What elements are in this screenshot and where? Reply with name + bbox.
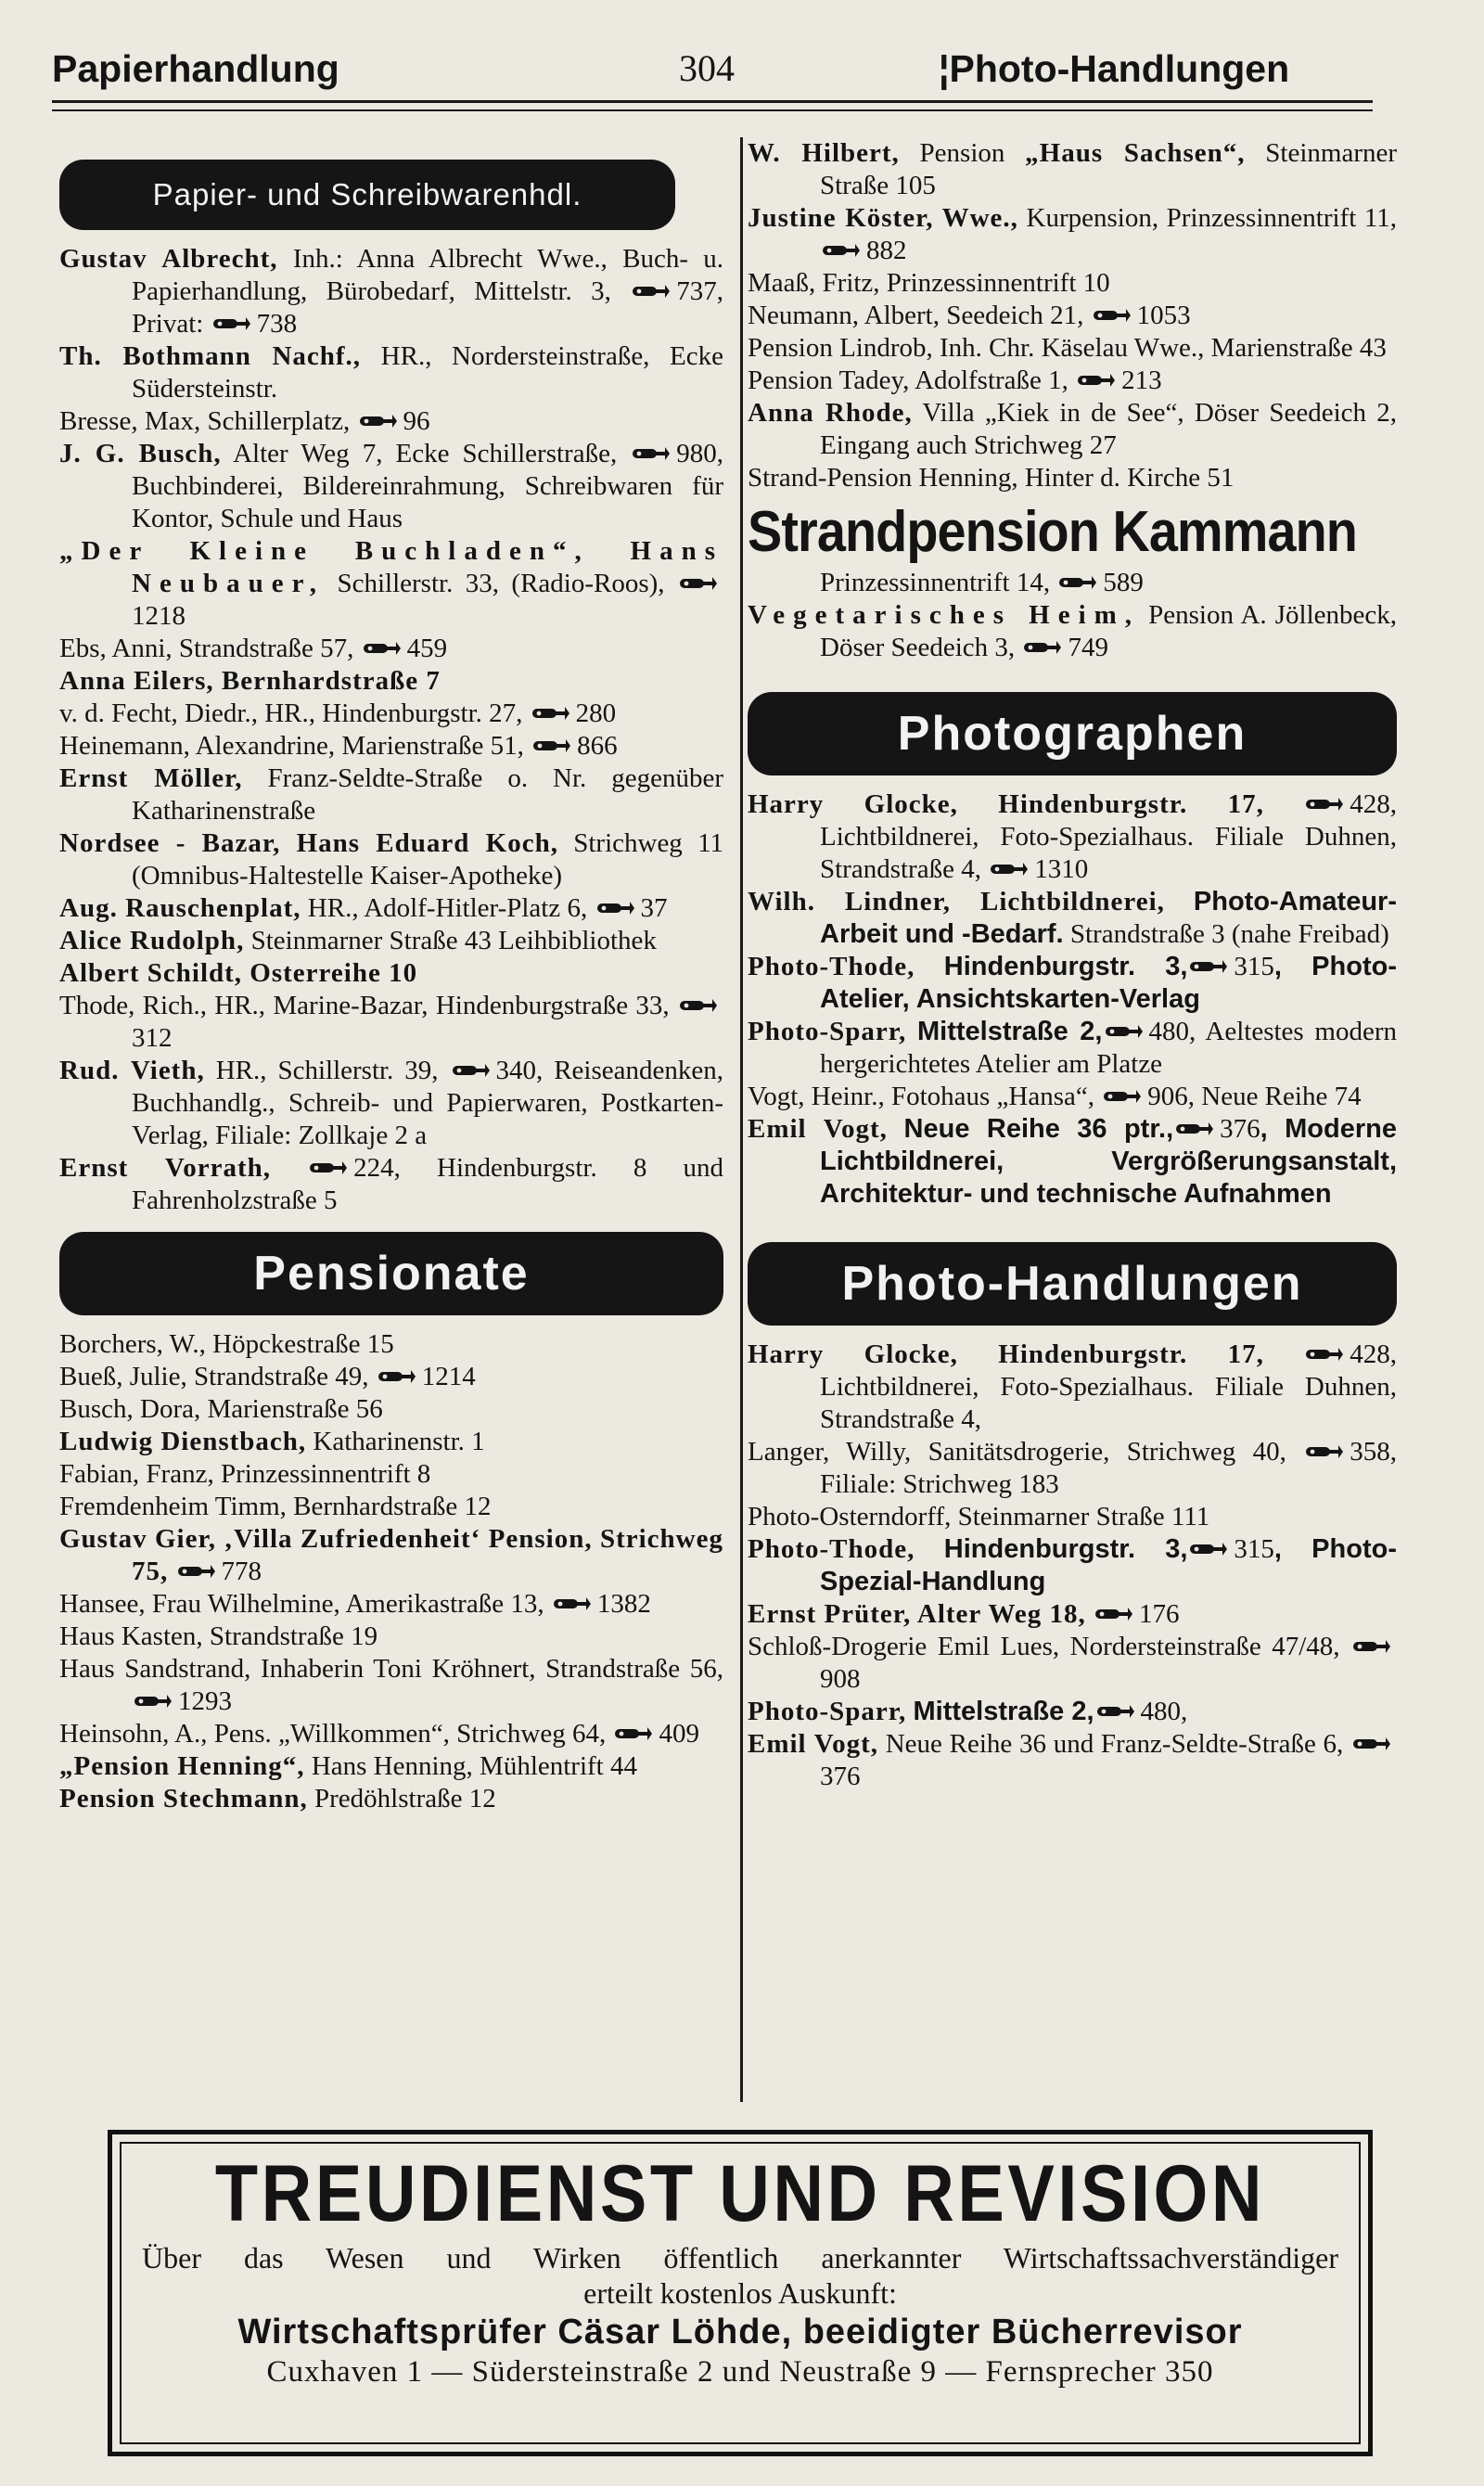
- entry-phone: 866: [577, 731, 618, 761]
- header-left-title: Papierhandlung: [52, 47, 339, 90]
- entry-text: Photo-Osterndorff, Steinmarner Straße 111: [748, 1502, 1210, 1531]
- entry-bold-text: Mittelstraße 2,: [917, 1017, 1103, 1046]
- entry-text: Hans Henning, Mühlentrift 44: [304, 1751, 637, 1781]
- entry-bold-text-2: , Photo-Spezial-Handlung: [820, 1534, 1397, 1596]
- entry-bold-text: Mittelstraße 2,: [913, 1697, 1094, 1726]
- list-item: [748, 1113, 1397, 1211]
- photo-handlungen-entries: [748, 1339, 1397, 1793]
- entry-phone: 409: [659, 1719, 699, 1749]
- telephone-symbol-icon: [1303, 1339, 1350, 1369]
- entry-text: [271, 1153, 307, 1183]
- telephone-symbol-icon: [1187, 952, 1234, 981]
- list-item: [59, 1152, 723, 1217]
- list-item: [748, 462, 1397, 494]
- entry-phone: 459: [406, 634, 448, 663]
- ad-title: TREUDIENST UND REVISION: [214, 2149, 1266, 2238]
- ad-line-2: erteilt kostenlos Auskunft:: [583, 2276, 897, 2310]
- papier-entries: [59, 243, 723, 1217]
- entry-name: W. Hilbert,: [748, 138, 900, 168]
- entry-phone: 213: [1121, 365, 1162, 395]
- list-item: [59, 762, 723, 827]
- ad-contact: Cuxhaven 1 — Südersteinstraße 2 und Neustraße 9 — Fernsprecher 350: [266, 2355, 1214, 2389]
- telephone-symbol-icon: [1094, 1697, 1141, 1726]
- entry-name: Ernst Vorrath,: [59, 1153, 271, 1183]
- entry-phone: 376: [820, 1762, 861, 1791]
- left-column: [59, 148, 723, 1815]
- column-separator: [740, 137, 743, 2102]
- telephone-symbol-icon: [1056, 568, 1103, 597]
- entry-name: Th. Bothmann Nachf.,: [59, 341, 362, 371]
- header-rule-top: [52, 100, 1373, 103]
- entry-text: Borchers, W., Höpckestraße 15: [59, 1329, 394, 1359]
- list-item: [59, 340, 723, 405]
- list-item: [59, 1328, 723, 1361]
- section-banner-photographen: Photographen: [748, 692, 1397, 775]
- list-item: [748, 365, 1397, 397]
- right-pension-entries: [748, 137, 1397, 494]
- entry-text-2: , Filiale: Strichweg 183: [820, 1437, 1397, 1499]
- telephone-symbol-icon: [1103, 1017, 1149, 1046]
- entry-text: Fremdenheim Timm, Bernhardstraße 12: [59, 1492, 492, 1521]
- section-banner-papier: Papier- und Schreibwarenhdl.: [59, 160, 675, 230]
- list-item: [748, 332, 1397, 365]
- kammann-address: [748, 567, 1397, 599]
- entry-name: Emil Vogt,: [748, 1729, 878, 1759]
- entry-bold-text: Photo-Amateur-Arbeit und -Bedarf.: [820, 887, 1397, 949]
- entry-phone: 1382: [596, 1589, 651, 1619]
- telephone-symbol-icon: [551, 1589, 597, 1619]
- list-item: [59, 1055, 723, 1152]
- entry-text: Steinmarner Straße 43 Leihbibliothek: [244, 926, 657, 955]
- entry-phone: 340: [495, 1056, 536, 1085]
- section-banner-pensionate: Pensionate: [59, 1232, 723, 1315]
- telephone-symbol-icon: [211, 309, 257, 339]
- list-item: [748, 1016, 1397, 1081]
- entry-text: Langer, Willy, Sanitätsdrogerie, Strichweg 40,: [748, 1437, 1304, 1467]
- telephone-symbol-icon: [612, 1719, 659, 1749]
- list-item: [59, 925, 723, 957]
- list-item: [748, 1533, 1397, 1598]
- entry-bold-text: Neue Reihe 36 ptr.,: [903, 1114, 1174, 1144]
- list-item: [748, 1501, 1397, 1533]
- entry-text: Bresse, Max, Schillerplatz,: [59, 406, 357, 436]
- header-rule-bottom: [52, 109, 1373, 111]
- entry-text: Heinsohn, A., Pens. „Willkommen“, Strichweg 64,: [59, 1719, 613, 1749]
- entry-text-2: , Privat:: [132, 276, 723, 339]
- telephone-symbol-icon: [530, 698, 576, 728]
- entry-text: Pension Tadey, Adolfstraße 1,: [748, 365, 1076, 395]
- entry-name: Harry Glocke, Hindenburgstr. 17,: [748, 1339, 1264, 1369]
- list-item: [748, 1728, 1397, 1793]
- entry-text-2: , Aeltestes modern hergerichtetes Atelier am Platze: [820, 1017, 1398, 1079]
- kammann-phone: 589: [1103, 568, 1144, 597]
- list-item: [748, 886, 1397, 951]
- vegetarisch-phone: 749: [1068, 633, 1108, 662]
- entry-name: Albert Schildt, Osterreihe 10: [59, 958, 418, 988]
- list-item: [59, 243, 723, 340]
- page-number: 304: [679, 47, 735, 89]
- advertisement-box: [108, 2130, 1373, 2456]
- entry-text: Pension: [899, 138, 1026, 168]
- list-item: [748, 951, 1397, 1016]
- entry-text: Haus Sandstrand, Inhaberin Toni Kröhnert, Strandstraße 56,: [59, 1654, 723, 1684]
- entry-bold-text: Hindenburgstr. 3,: [943, 952, 1188, 981]
- entry-text-2: ,: [1181, 1697, 1188, 1726]
- entry-text-2: , Lichtbildnerei, Foto-Spezialhaus. Filiale Duhnen, Strandstraße 4,: [820, 1339, 1397, 1434]
- telephone-symbol-icon: [1350, 1632, 1397, 1661]
- list-item: [748, 397, 1397, 462]
- telephone-symbol-icon: [677, 569, 723, 598]
- entry-name: Harry Glocke, Hindenburgstr. 17,: [748, 789, 1264, 819]
- entry-phone: 428: [1350, 789, 1390, 819]
- entry-phone: 315: [1234, 1534, 1274, 1564]
- list-item: [748, 202, 1397, 267]
- list-item: [59, 698, 723, 730]
- entry-text: [915, 952, 943, 981]
- kammann-text: Prinzessinnentrift 14,: [820, 568, 1057, 597]
- entry-text: [906, 1017, 917, 1046]
- entry-name-secondary: „Haus Sachsen“,: [1025, 138, 1246, 168]
- entry-text: Heinemann, Alexandrine, Marienstraße 51,: [59, 731, 531, 761]
- entry-text: Schloß-Drogerie Emil Lues, Nordersteinstraße 47/48,: [748, 1632, 1350, 1661]
- telephone-symbol-icon: [1187, 1534, 1234, 1564]
- list-item: [59, 1458, 723, 1491]
- list-item: [59, 892, 723, 925]
- list-item: [59, 1491, 723, 1523]
- entry-phone: 1293: [178, 1686, 232, 1716]
- entry-text: Katharinenstr. 1: [306, 1427, 485, 1456]
- entry-name: Rud. Vieth,: [59, 1056, 205, 1085]
- entry-phone: 1053: [1136, 301, 1191, 330]
- list-item: [59, 1393, 723, 1426]
- list-item: [59, 1523, 723, 1588]
- entry-phone: 480: [1148, 1017, 1189, 1046]
- entry-phone: 737: [676, 276, 717, 306]
- telephone-symbol-icon: [1075, 365, 1121, 395]
- telephone-symbol-icon: [1021, 633, 1068, 662]
- advertisement-inner-frame: [120, 2142, 1361, 2444]
- entry-name: Photo-Thode,: [748, 952, 915, 981]
- list-item: [59, 1361, 723, 1393]
- entry-name: Aug. Rauschenplat,: [59, 893, 301, 923]
- entry-phone: 376: [1220, 1114, 1260, 1144]
- entry-text: Neumann, Albert, Seedeich 21,: [748, 301, 1091, 330]
- entry-name: Ernst Prüter, Alter Weg 18,: [748, 1599, 1086, 1629]
- entry-text: [906, 1697, 913, 1726]
- entry-name: Ludwig Dienstbach,: [59, 1427, 307, 1456]
- entry-text: Kurpension, Prinzessinnentrift 11,: [1017, 203, 1398, 233]
- entry-bold-text-2: , Photo-Atelier, Ansichtskarten-Verlag: [820, 952, 1397, 1014]
- entry-name: Anna Eilers, Bernhardstraße 7: [59, 666, 441, 696]
- entry-phone: 176: [1139, 1599, 1180, 1629]
- entry-text: [1165, 887, 1194, 916]
- entry-text: Neue Reihe 36 und Franz-Seldte-Straße 6,: [878, 1729, 1350, 1759]
- entry-text: [1086, 1599, 1093, 1629]
- entry-text: Haus Kasten, Strandstraße 19: [59, 1621, 378, 1651]
- entry-name: „Der Kleine Buchladen“, Hans Neubauer,: [59, 536, 723, 598]
- ad-line-1: Über das Wesen und Wirken öffentlich anerkannter Wirtschaftssachverständiger: [142, 2241, 1338, 2275]
- list-item: [748, 1339, 1397, 1436]
- entry-text: HR., Schillerstr. 39,: [204, 1056, 450, 1085]
- telephone-symbol-icon: [307, 1153, 353, 1183]
- list-item: [59, 990, 723, 1055]
- list-item: [59, 1426, 723, 1458]
- entry-name: Photo-Thode,: [748, 1534, 915, 1564]
- entry-phone: 312: [132, 1023, 173, 1053]
- entry-phone-2: 1310: [1034, 854, 1089, 884]
- entry-name: Nordsee - Bazar, Hans Eduard Koch,: [59, 828, 558, 858]
- entry-name: J. G. Busch,: [59, 439, 222, 468]
- entry-name: Alice Rudolph,: [59, 926, 245, 955]
- photographen-entries: [748, 788, 1397, 1211]
- list-item: [59, 1653, 723, 1718]
- entry-text-2: , Reiseandenken, Buchhandlg., Schreib- und Papierwaren, Postkarten-Verlag, Filiale: Zollkaje 2 a: [132, 1056, 724, 1150]
- entry-name: Photo-Sparr,: [748, 1697, 907, 1726]
- list-item: [59, 438, 723, 535]
- telephone-symbol-icon: [1101, 1082, 1147, 1111]
- list-item: [748, 1081, 1397, 1113]
- entry-text-2: , Hindenburgstr. 8 und Fahrenholzstraße 5: [132, 1153, 724, 1215]
- list-item: [59, 1621, 723, 1653]
- right-column: [748, 137, 1397, 1793]
- entry-name: Anna Rhode,: [748, 398, 913, 428]
- telephone-symbol-icon: [677, 991, 723, 1020]
- entry-bold-text: Hindenburgstr. 3,: [943, 1534, 1188, 1564]
- entry-text-2: Steinmarner Straße 105: [820, 138, 1398, 200]
- list-item: [59, 957, 723, 990]
- entry-name: Wilh. Lindner, Lichtbildnerei,: [748, 887, 1165, 916]
- list-item: [748, 267, 1397, 300]
- list-item: [59, 633, 723, 665]
- entry-phone: 1214: [421, 1362, 476, 1391]
- entry-text: [168, 1557, 174, 1586]
- list-item: [748, 300, 1397, 332]
- entry-text: Inh.: Anna Albrecht Wwe., Buch- u. Papierhandlung, Bürobedarf, Mittelstr. 3,: [132, 244, 723, 306]
- entry-text: Ebs, Anni, Strandstraße 57,: [59, 634, 361, 663]
- entry-text: [1264, 1339, 1303, 1369]
- entry-text: Hansee, Frau Wilhelmine, Amerikastraße 13,: [59, 1589, 551, 1619]
- telephone-symbol-icon: [357, 406, 403, 436]
- list-item: [748, 1696, 1397, 1728]
- list-item: [59, 1588, 723, 1621]
- entry-phone: 358: [1350, 1437, 1390, 1467]
- entry-text: HR., Adolf-Hitler-Platz 6,: [301, 893, 595, 923]
- entry-phone: 778: [221, 1557, 262, 1586]
- entry-phone: 882: [866, 236, 907, 265]
- entry-text: Pension Lindrob, Inh. Chr. Käselau Wwe., Marienstraße 43: [748, 333, 1387, 363]
- header-right-title: [939, 41, 1289, 96]
- header-right-mark: ¦: [939, 47, 950, 90]
- list-item: [59, 730, 723, 762]
- entry-text: Vogt, Heinr., Fotohaus „Hansa“,: [748, 1082, 1102, 1111]
- vegetarisch-text: Pension A. Jöllenbeck, Döser Seedeich 3,: [820, 600, 1398, 662]
- list-item: [59, 1718, 723, 1750]
- vegetarisch-name: Vegetarisches Heim,: [748, 600, 1141, 630]
- entry-text: Busch, Dora, Marienstraße 56: [59, 1394, 383, 1424]
- telephone-symbol-icon: [820, 236, 866, 265]
- entry-bold-text-2: , Moderne Lichtbildnerei, Vergrößerungsanstalt, Architektur- und technische Aufnahmen: [820, 1114, 1397, 1209]
- list-item: [748, 137, 1397, 202]
- entry-text: Maaß, Fritz, Prinzessinnentrift 10: [748, 268, 1110, 298]
- telephone-symbol-icon: [531, 731, 577, 761]
- entry-name: Emil Vogt,: [748, 1114, 888, 1144]
- list-item: [59, 827, 723, 892]
- entry-text: Strichweg 11 (Omnibus-Haltestelle Kaiser-Apotheke): [132, 828, 723, 891]
- entry-name: Gustav Gier, ‚Villa Zufriedenheit‘ Pension, Strichweg 75,: [59, 1524, 723, 1586]
- entry-phone: 480: [1140, 1697, 1181, 1726]
- entry-text: Predöhlstraße 12: [307, 1784, 496, 1813]
- list-item: [59, 665, 723, 698]
- entry-name: „Pension Henning“,: [59, 1751, 305, 1781]
- entry-text-2: Strandstraße 3 (nahe Freibad): [1063, 919, 1389, 949]
- entry-phone: 428: [1350, 1339, 1390, 1369]
- entry-text: v. d. Fecht, Diedr., HR., Hindenburgstr. 27,: [59, 698, 530, 728]
- entry-text: Franz-Seldte-Straße o. Nr. gegenüber Katharinenstraße: [132, 763, 723, 826]
- header-right-label: Photo-Handlungen: [949, 47, 1290, 90]
- telephone-symbol-icon: [988, 854, 1034, 884]
- vegetarisch-entry: [748, 599, 1397, 664]
- entry-text: Strand-Pension Henning, Hinter d. Kirche 51: [748, 463, 1235, 493]
- entry-text: [915, 1534, 943, 1564]
- list-item: [748, 1631, 1397, 1696]
- list-item: [748, 1436, 1397, 1501]
- entry-text: Fabian, Franz, Prinzessinnentrift 8: [59, 1459, 431, 1489]
- entry-name: Pension Stechmann,: [59, 1784, 308, 1813]
- entry-text: [1264, 789, 1303, 819]
- list-item: [59, 535, 723, 633]
- kammann-name: Strandpension Kammann: [748, 500, 1357, 564]
- entry-text: [888, 1114, 904, 1144]
- entry-phone: 315: [1234, 952, 1274, 981]
- telephone-symbol-icon: [1350, 1729, 1397, 1759]
- entry-name: Photo-Sparr,: [748, 1017, 907, 1046]
- telephone-symbol-icon: [1173, 1114, 1220, 1144]
- telephone-symbol-icon: [1303, 789, 1350, 819]
- telephone-symbol-icon: [361, 634, 407, 663]
- entry-text: Villa „Kiek in de See“, Döser Seedeich 2, Eingang auch Strichweg 27: [820, 398, 1397, 460]
- telephone-symbol-icon: [630, 439, 676, 468]
- telephone-symbol-icon: [376, 1362, 422, 1391]
- telephone-symbol-icon: [1091, 301, 1137, 330]
- entry-phone: 906: [1147, 1082, 1188, 1111]
- entry-text: Bueß, Julie, Strandstraße 49,: [59, 1362, 376, 1391]
- entry-name: Justine Köster, Wwe.,: [748, 203, 1018, 233]
- entry-phone-2: 738: [256, 309, 298, 339]
- entry-text-2: , Buchbinderei, Bildereinrahmung, Schreibwaren für Kontor, Schule und Haus: [132, 439, 723, 533]
- pension-entries: [59, 1328, 723, 1815]
- entry-phone: 224: [353, 1153, 394, 1183]
- list-item: [748, 788, 1397, 886]
- telephone-symbol-icon: [450, 1056, 496, 1085]
- entry-phone: 96: [403, 406, 430, 436]
- entry-text: HR., Nordersteinstraße, Ecke Südersteinstr.: [132, 341, 723, 404]
- list-item: [59, 405, 723, 438]
- entry-phone: 908: [820, 1664, 861, 1694]
- telephone-symbol-icon: [630, 276, 676, 306]
- telephone-symbol-icon: [595, 893, 641, 923]
- entry-text-2: , Lichtbildnerei, Foto-Spezialhaus. Filiale Duhnen, Strandstraße 4,: [820, 789, 1397, 884]
- entry-text-2: , Neue Reihe 74: [1187, 1082, 1362, 1111]
- entry-text: Thode, Rich., HR., Marine-Bazar, Hindenburgstraße 33,: [59, 991, 677, 1020]
- entry-text: Alter Weg 7, Ecke Schillerstraße,: [221, 439, 631, 468]
- entry-text: Schillerstr. 33, (Radio-Roos),: [325, 569, 677, 598]
- entry-phone: 980: [676, 439, 717, 468]
- list-item: [59, 1750, 723, 1783]
- entry-phone: 280: [575, 698, 617, 728]
- list-item: [59, 1783, 723, 1815]
- entry-phone: 1218: [132, 601, 186, 631]
- telephone-symbol-icon: [1303, 1437, 1350, 1467]
- telephone-symbol-icon: [175, 1557, 222, 1586]
- ad-person: Wirtschaftsprüfer Cäsar Löhde, beeidigter Bücherrevisor: [237, 2313, 1243, 2351]
- entry-name: Ernst Möller,: [59, 763, 243, 793]
- entry-phone: 37: [640, 893, 668, 923]
- telephone-symbol-icon: [1093, 1599, 1139, 1629]
- list-item: [748, 1598, 1397, 1631]
- telephone-symbol-icon: [132, 1686, 178, 1716]
- entry-name: Gustav Albrecht,: [59, 244, 278, 274]
- section-banner-photo-handlungen: Photo-Handlungen: [748, 1242, 1397, 1326]
